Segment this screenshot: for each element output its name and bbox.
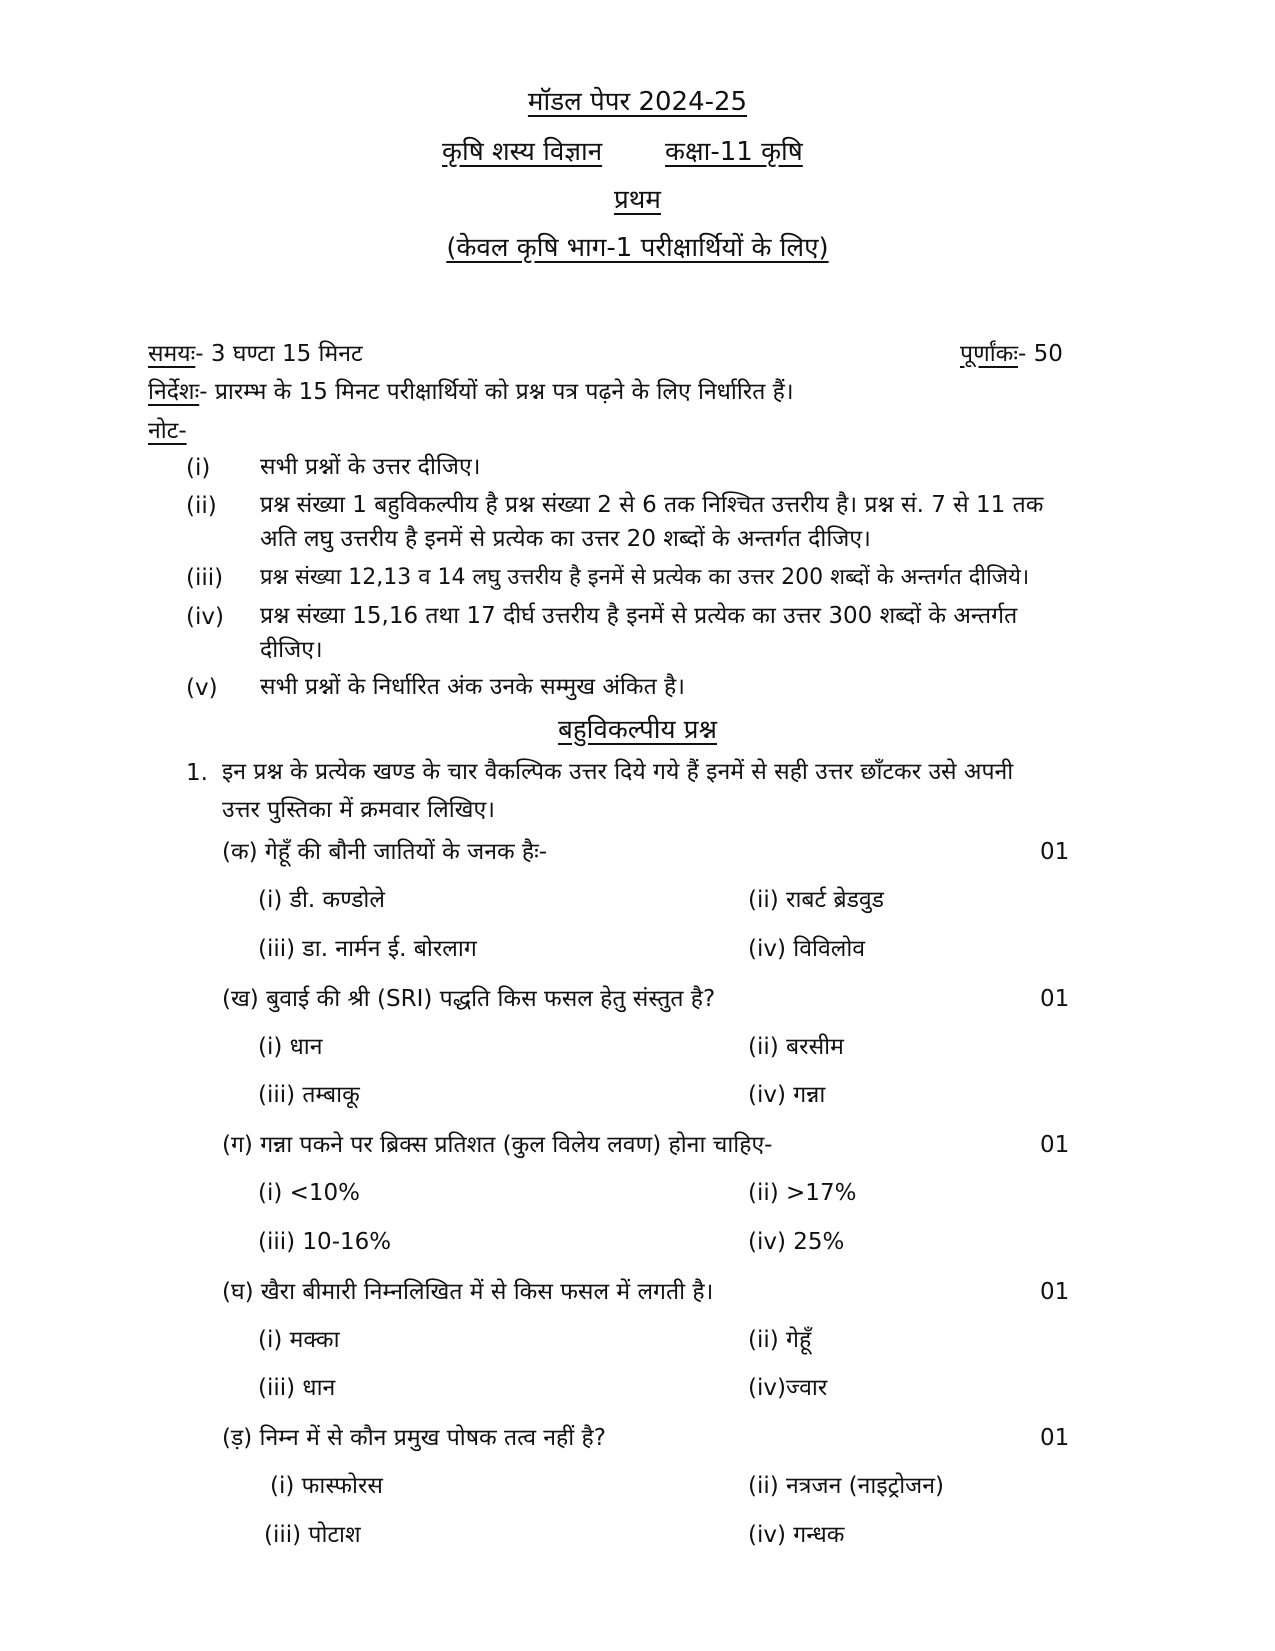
sub-question: (ड़) निम्न में से कौन प्रमुख पोषक तत्व नहीं है? bbox=[222, 1425, 606, 1451]
note-text: प्रश्न संख्या 1 बहुविकल्पीय है प्रश्न संख्या 2 से 6 तक निश्चित उत्तरीय है। प्रश्न सं. 7 से 11 तक bbox=[260, 492, 1044, 518]
marks-badge: 01 bbox=[1040, 1279, 1070, 1305]
note-text: प्रश्न संख्या 12,13 व 14 लघु उत्तरीय है इनमें से प्रत्येक का उत्तर 200 शब्दों के अन्तर्गत दीजिये। bbox=[260, 565, 1030, 590]
section-title bbox=[0, 710, 1275, 746]
sub-question: (क) गेहूँ की बौनी जातियों के जनक हैः- bbox=[222, 839, 548, 865]
answer-option: (i) मक्का bbox=[258, 1327, 340, 1353]
marks-badge: 01 bbox=[1040, 839, 1070, 865]
answer-option: (iv) विविलोव bbox=[748, 936, 866, 962]
class-name bbox=[665, 132, 803, 168]
answer-option: (ii) नत्रजन (नाइट्रोजन) bbox=[748, 1473, 944, 1499]
note-heading bbox=[148, 413, 187, 445]
answer-option: (i) <10% bbox=[258, 1180, 361, 1206]
answer-option: (i) धान bbox=[258, 1034, 323, 1060]
max-marks bbox=[960, 336, 1063, 368]
note-number: (iv) bbox=[186, 604, 224, 630]
answer-option: (ii) बरसीम bbox=[748, 1034, 844, 1060]
max-marks-value: - 50 bbox=[1017, 341, 1063, 367]
answer-option: (ii) गेहूँ bbox=[748, 1327, 812, 1353]
subject-text: कृषि शस्य विज्ञान bbox=[442, 137, 603, 167]
subject-name bbox=[442, 132, 602, 168]
audience-note bbox=[0, 228, 1275, 264]
note-text-continued: दीजिए। bbox=[260, 637, 323, 663]
answer-option: (iv) गन्ना bbox=[748, 1082, 826, 1108]
answer-option: (iv) गन्धक bbox=[748, 1522, 845, 1548]
question-number: 1. bbox=[186, 760, 208, 786]
marks-badge: 01 bbox=[1040, 1425, 1070, 1451]
time-label: समयः bbox=[148, 341, 196, 367]
note-text: प्रश्न संख्या 15,16 तथा 17 दीर्घ उत्तरीय है इनमें से प्रत्येक का उत्तर 300 शब्दों के अन्तर्गत bbox=[260, 603, 1018, 629]
note-number: (iii) bbox=[186, 565, 224, 591]
max-marks-label: पूर्णांकः bbox=[960, 341, 1018, 367]
answer-option: (i) डी. कण्डोले bbox=[258, 887, 385, 913]
answer-option: (ii) राबर्ट ब्रेडवुड bbox=[748, 887, 884, 913]
paper-number-text: प्रथम bbox=[614, 185, 661, 215]
sub-question: (ग) गन्ना पकने पर ब्रिक्स प्रतिशत (कुल विलेय लवण) होना चाहिए- bbox=[222, 1132, 773, 1158]
paper-number bbox=[0, 180, 1275, 216]
instruction-label: निर्देशः bbox=[148, 379, 200, 405]
sub-question: (घ) खैरा बीमारी निम्नलिखित में से किस फसल में लगती है। bbox=[222, 1279, 714, 1305]
answer-option: (iii) डा. नार्मन ई. बोरलाग bbox=[258, 936, 477, 962]
answer-option: (iii) धान bbox=[258, 1375, 336, 1401]
note-text: सभी प्रश्नों के उत्तर दीजिए। bbox=[260, 454, 481, 480]
instruction bbox=[148, 374, 794, 406]
answer-option: (iii) तम्बाकू bbox=[258, 1082, 360, 1108]
answer-option: (iv) 25% bbox=[748, 1229, 845, 1255]
answer-option: (iii) पोटाश bbox=[264, 1522, 361, 1548]
paper-title bbox=[0, 82, 1275, 118]
answer-option: (i) फास्फोरस bbox=[270, 1473, 383, 1499]
note-label: नोट- bbox=[148, 418, 187, 444]
class-text: कक्षा-11 कृषि bbox=[665, 137, 803, 167]
marks-badge: 01 bbox=[1040, 986, 1070, 1012]
audience-text: (केवल कृषि भाग-1 परीक्षार्थियों के लिए) bbox=[446, 233, 829, 263]
paper-title-text: मॉडल पेपर 2024-25 bbox=[527, 87, 748, 117]
answer-option: (iii) 10-16% bbox=[258, 1229, 392, 1255]
question-text: इन प्रश्न के प्रत्येक खण्ड के चार वैकल्पिक उत्तर दिये गये हैं इनमें से सही उत्तर छाँटकर उसे अपनी bbox=[222, 759, 1014, 785]
marks-badge: 01 bbox=[1040, 1132, 1070, 1158]
time-value: - 3 घण्टा 15 मिनट bbox=[195, 341, 363, 367]
note-text: सभी प्रश्नों के निर्धारित अंक उनके सम्मुख अंकित है। bbox=[260, 674, 685, 700]
question-text-continued: उत्तर पुस्तिका में क्रमवार लिखिए। bbox=[222, 797, 495, 823]
sub-question: (ख) बुवाई की श्री (SRI) पद्धति किस फसल हेतु संस्तुत है? bbox=[222, 986, 716, 1012]
section-title-text: बहुविकल्पीय प्रश्न bbox=[558, 715, 717, 745]
time-info bbox=[148, 336, 363, 368]
note-number: (i) bbox=[186, 455, 211, 481]
answer-option: (iv)ज्वार bbox=[748, 1375, 828, 1401]
note-number: (ii) bbox=[186, 493, 217, 519]
note-text-continued: अति लघु उत्तरीय है इनमें से प्रत्येक का उत्तर 20 शब्दों के अन्तर्गत दीजिए। bbox=[260, 526, 871, 552]
answer-option: (ii) >17% bbox=[748, 1180, 857, 1206]
note-number: (v) bbox=[186, 675, 218, 701]
instruction-text: - प्रारम्भ के 15 मिनट परीक्षार्थियों को प्रश्न पत्र पढ़ने के लिए निर्धारित हैं। bbox=[199, 379, 794, 405]
